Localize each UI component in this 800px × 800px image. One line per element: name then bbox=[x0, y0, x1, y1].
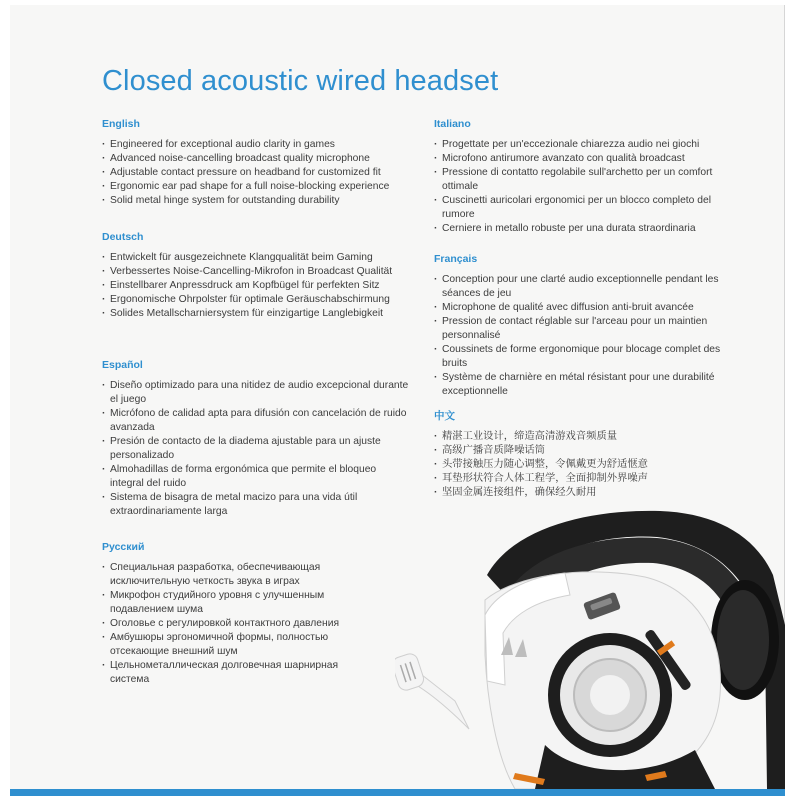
headset-photo bbox=[395, 505, 785, 789]
feature-item: · Ergonomic ear pad shape for a full noise-blocking experience bbox=[102, 180, 412, 194]
feature-item: · Pression de contact réglable sur l'arceau pour un maintien personnalisé bbox=[434, 315, 744, 343]
section-english bbox=[102, 118, 412, 208]
feature-item: · Einstellbarer Anpressdruck am Kopfbügel für perfekten Sitz bbox=[102, 279, 412, 293]
feature-item: · Micrófono de calidad apta para difusión con cancelación de ruido avanzada bbox=[102, 407, 412, 435]
feature-item: · 精湛工业设计，缔造高清游戏音频质量 bbox=[434, 430, 744, 444]
feature-item: · Solides Metallscharniersystem für einzigartige Langlebigkeit bbox=[102, 307, 412, 321]
feature-list bbox=[434, 430, 744, 500]
feature-item: · Специальная разработка, обеспечивающая исключительную четкость звука в играх bbox=[102, 561, 357, 589]
feature-item: · Cerniere in metallo robuste per una durata straordinaria bbox=[434, 222, 744, 236]
section-espanol bbox=[102, 359, 412, 519]
language-heading: Deutsch bbox=[102, 231, 144, 243]
accent-bar bbox=[10, 789, 785, 796]
feature-item: · 耳垫形状符合人体工程学，全面抑制外界噪声 bbox=[434, 472, 744, 486]
feature-item: · Pressione di contatto regolabile sull'archetto per un comfort ottimale bbox=[434, 166, 744, 194]
feature-item: · Almohadillas de forma ergonómica que permite el bloqueo integral del ruido bbox=[102, 463, 412, 491]
feature-item: · 坚固金属连接组件，确保经久耐用 bbox=[434, 486, 744, 500]
feature-item: · Engineered for exceptional audio clarity in games bbox=[102, 138, 412, 152]
feature-item: · 高级广播音质降噪话筒 bbox=[434, 444, 744, 458]
feature-item: · Advanced noise-cancelling broadcast quality microphone bbox=[102, 152, 412, 166]
section-russian bbox=[102, 541, 357, 687]
feature-item: · Cuscinetti auricolari ergonomici per un blocco completo del rumore bbox=[434, 194, 744, 222]
feature-item: · Entwickelt für ausgezeichnete Klangqualität beim Gaming bbox=[102, 251, 412, 265]
feature-item: · Verbessertes Noise-Cancelling-Mikrofon in Broadcast Qualität bbox=[102, 265, 412, 279]
feature-item: · Амбушюры эргономичной формы, полностью отсекающие внешний шум bbox=[102, 631, 357, 659]
feature-item: · Système de charnière en métal résistant pour une durabilité exceptionnelle bbox=[434, 371, 744, 399]
feature-list bbox=[102, 561, 357, 687]
feature-item: · Цельнометаллическая долговечная шарнирная система bbox=[102, 659, 357, 687]
feature-list bbox=[102, 138, 412, 208]
section-francais bbox=[434, 253, 744, 399]
language-heading: Русский bbox=[102, 541, 145, 553]
language-heading: English bbox=[102, 118, 140, 130]
feature-list bbox=[434, 138, 744, 236]
feature-item: · Coussinets de forme ergonomique pour blocage complet des bruits bbox=[434, 343, 744, 371]
feature-item: · Progettate per un'eccezionale chiarezza audio nei giochi bbox=[434, 138, 744, 152]
feature-item: · Presión de contacto de la diadema ajustable para un ajuste personalizado bbox=[102, 435, 412, 463]
feature-list bbox=[434, 273, 744, 399]
feature-list bbox=[102, 379, 412, 519]
language-heading: Français bbox=[434, 253, 478, 265]
feature-item: · Microphone de qualité avec diffusion anti-bruit avancée bbox=[434, 301, 744, 315]
feature-item: · Solid metal hinge system for outstanding durability bbox=[102, 194, 412, 208]
feature-item: · 头带接触压力随心调整，令佩戴更为舒适惬意 bbox=[434, 458, 744, 472]
section-deutsch bbox=[102, 231, 412, 321]
section-italiano bbox=[434, 118, 744, 236]
feature-item: · Diseño optimizado para una nitidez de audio excepcional durante el juego bbox=[102, 379, 412, 407]
feature-item: · Microfono antirumore avanzato con qualità broadcast bbox=[434, 152, 744, 166]
feature-item: · Conception pour une clarté audio exceptionnelle pendant les séances de jeu bbox=[434, 273, 744, 301]
feature-item: · Adjustable contact pressure on headband for customized fit bbox=[102, 166, 412, 180]
feature-list bbox=[102, 251, 412, 321]
section-chinese bbox=[434, 410, 744, 500]
language-heading: Italiano bbox=[434, 118, 471, 130]
feature-item: · Sistema de bisagra de metal macizo para una vida útil extraordinariamente larga bbox=[102, 491, 412, 519]
page-title: Closed acoustic wired headset bbox=[102, 65, 499, 98]
feature-item: · Микрофон студийного уровня с улучшенным подавлением шума bbox=[102, 589, 357, 617]
feature-item: · Оголовье с регулировкой контактного давления bbox=[102, 617, 357, 631]
language-heading: 中文 bbox=[434, 410, 455, 422]
feature-item: · Ergonomische Ohrpolster für optimale Geräuschabschirmung bbox=[102, 293, 412, 307]
language-heading: Español bbox=[102, 359, 143, 371]
